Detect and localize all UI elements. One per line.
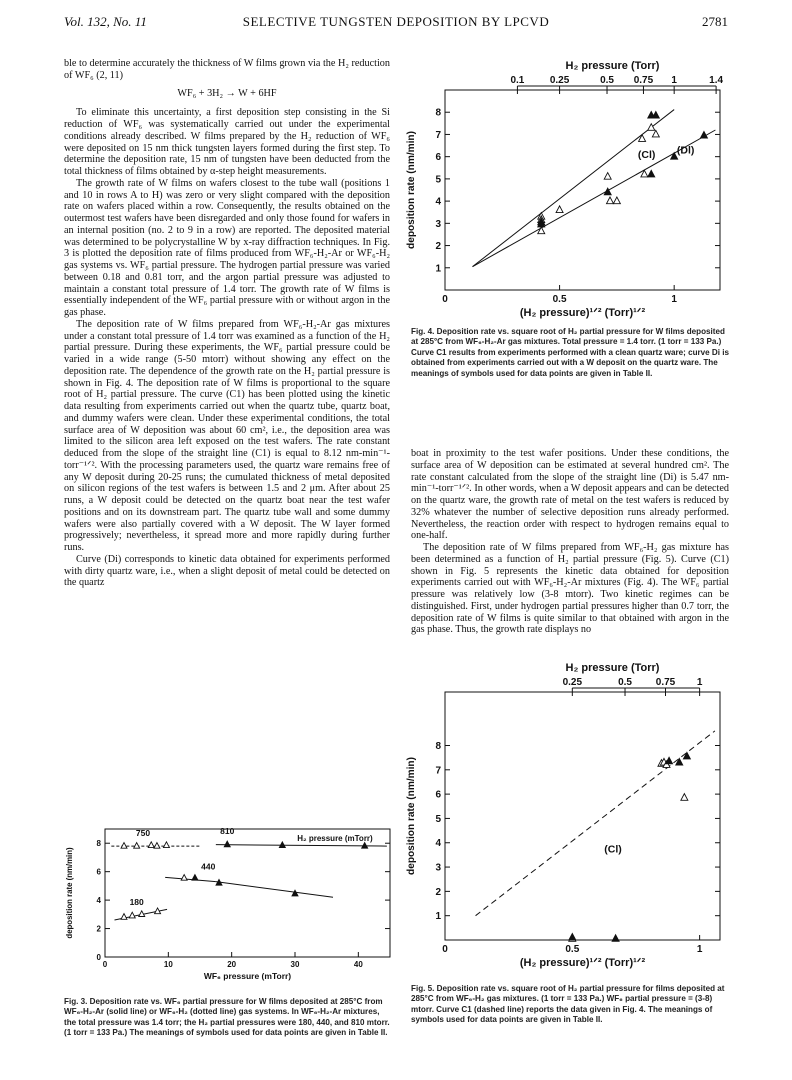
y-tick-label: 4 [96,895,101,905]
y-axis-title: deposition rate (nm/min) [406,757,417,875]
series-label: (Cl) [604,843,622,856]
top-tick-label: 0.5 [618,677,632,688]
top-tick-label: 1 [696,677,703,688]
top-tick-label: 1.4 [709,75,724,86]
y-tick-label: 4 [435,838,441,850]
running-title: SELECTIVE TUNGSTEN DEPOSITION BY LPCVD [242,14,550,29]
y-tick-label: 2 [96,924,101,934]
y-tick-label: 8 [96,839,101,849]
x-tick-label: 20 [227,960,237,969]
series-label: 750 [135,828,151,839]
data-point-filled-triangle [279,842,285,848]
figure-3-chart [60,815,400,990]
series-label: (Dl) [676,144,695,157]
x-tick-label: 1 [696,944,703,955]
top-axis-title: H₂ pressure (mTorr) [297,834,373,843]
y-tick-label: 6 [435,789,441,801]
y-tick-label: 2 [435,886,441,898]
x-axis-title: (H₂ pressure)¹ᐟ² (Torr)¹ᐟ² [519,957,646,969]
top-axis-title: H₂ pressure (Torr) [565,662,660,674]
top-tick-label: 0.1 [510,75,525,86]
y-axis-title: deposition rate (nm/min) [65,847,74,939]
series-label: 180 [129,897,144,908]
top-axis-title: H₂ pressure (Torr) [565,60,660,72]
y-tick-label: 6 [435,152,441,164]
x-tick-label: 10 [163,960,173,969]
data-point-open-triangle [681,794,688,801]
data-point-filled-triangle [612,935,619,942]
paragraph: The growth rate of W films on wafers closest to the tube wall (positions 1 and 10 in rows A to H) was zero or very slight compared with the deposition rate on wafers placed within a row. Consequently, the results obtained on the outermost test wafers have been disregarded and only those found for wafers in an internal position (no. 2 to 9 in a row) are reported. The deposited material was determined to be polycrystalline W by x-ray diffraction techniques. In Fig. 3 is plotted the deposition rate of films produced from WF₆-H₂-Ar or WF₆-H₂ gas systems vs. WF₆ partial pressure. The hydrogen partial pressure was varied between 0.18 and 0.81 torr, and the argon partial pressure was adjusted to maintain a constant total pressure of 1.4 torr. The growth rate of W films is essentially independent of the WF₆ partial pressure with or without argon in the gas phase. [64,177,390,318]
paragraph: To eliminate this uncertainty, a first deposition step consisting in the Si reduction of WF₆ was systematically carried out under the experimental conditions already described. W films prepared by the H₂ reduction of WF₆ were deposited on 15 nm thick tungsten layers formed during the first step. To determine the deposition rate, 15 nm of tungsten have been deducted from the total thickness of films obtained by α-step height measurements. [64,107,390,177]
data-point-open-triangle [604,173,611,180]
data-point-open-triangle [129,912,135,918]
top-tick-label: 0.25 [562,677,583,688]
paragraph: boat in proximity to the test wafer positions. Under these conditions, the surface area of W deposition can be estimated at several hundred cm². The rate constant calculated from the slope of the straight line (Di) is 5.47 nm-min⁻¹-torr⁻¹ᐟ². In other words, when a W deposit appears and can be detected on the quartz ware, the growth rate of metal on the test wafers is reduced by 32% whatever the number of selective deposition runs already performed. Nevertheless, the reaction order with respect to hydrogen remains equal to one-half. [411,448,729,542]
x-tick-label: 40 [353,960,363,969]
data-point-open-triangle [538,227,545,234]
figure-3-caption: Fig. 3. Deposition rate vs. WF₆ partial pressure for W films deposited at 285°C from WF₆-H₂-Ar (solid line) or WF₆-H₂ (dotted line) gas systems. In WF₆-H₂-Ar mixtures, the total pressure was 1.4 torr; the H₂ partial pressures were 180, 440, and 810 mtorr. (1 torr = 133 Pa.) The meanings of symbols used for data points are given in Table II. [64,997,390,1038]
top-tick-label: 1 [671,75,677,86]
data-point-filled-triangle [224,841,230,847]
plot-frame [445,90,720,290]
paragraph: The deposition rate of W films prepared from WF₆-H₂-Ar gas mixtures under a constant total pressure of 1.4 torr was examined as a function of the H₂ partial pressure. During these experiments, the WF₆ partial pressure could be varied in a wide range (5-50 mtorr) without showing any effect on the deposition rate. The dependence of the growth rate on the H₂ partial pressure is shown in Fig. 4. The deposition rate of W films is proportional to the square root of H₂ partial pressure. The curve (C1) has been plotted using the kinetic data resulting from experiments carried out when the quartz tube, quartz boat, and dummy wafers were clean. Under these experimental conditions, the total surface area of W deposition was about 60 cm², i.e., the deposition area was limited to the silicon area left exposed on the test wafers. The rate constant deduced from the slope of the straight line (C1) is equal to 8.12 nm-min⁻¹-torr⁻¹ᐟ². With the processing parameters used, the quartz ware remains free of any W deposit during 20-25 runs; the cumulated thickness of metal deposited on silicon regions of the test wafers is between 1.5 and 2 μm. After about 25 runs, a W deposit could be detected on the quartz boat near the test wafer positions and on its downstream part. The quartz tube wall and some dummy wafers were also partially covered with a W deposit. The W layer formed progressively; nevertheless, it spread more and more rapidly during further runs. [64,318,390,553]
y-tick-label: 1 [435,911,441,923]
y-tick-label: 4 [435,196,441,208]
y-axis-title: deposition rate (nm/min) [406,131,417,249]
data-point-filled-triangle [648,170,655,177]
data-point-open-triangle [121,843,127,849]
paragraph: ble to determine accurately the thickness of W films grown via the H₂ reduction of WF₆ (2, 11) [64,58,390,81]
plot-frame [445,692,720,940]
top-tick-label: 0.5 [600,75,614,86]
data-point-open-triangle [556,206,563,213]
left-column [64,58,390,589]
paragraph: The deposition rate of W films prepared from WF₆-H₂ gas mixture has been determined as a function of H₂ partial pressure (Fig. 5). Curve (C1) shown in Fig. 5 represents the kinetic data obtained for deposition experiments carried out with WF₆-H₂-Ar mixtures (Fig. 4). The WF₆ partial pressure was relatively low (3-8 mtorr). Two kinetic regimes can be distinguished. First, under hydrogen partial pressures higher than 0.7 torr, the deposition rate of W films is quite similar to that obtained with argon in the gas phase. Thus, the growth rate displays no [411,542,729,636]
top-tick-label: 0.75 [655,677,676,688]
data-point-open-triangle [607,197,614,204]
reaction-equation: WF₆ + 3H₂ → W + 6HF [177,87,277,99]
series-label: (Cl) [637,148,656,161]
data-point-open-triangle [181,875,187,881]
data-point-open-triangle [652,130,659,137]
y-tick-label: 3 [435,862,441,874]
data-point-open-triangle [134,843,140,849]
data-point-open-triangle [648,124,655,131]
data-point-filled-triangle [569,933,576,940]
x-tick-label: 1 [671,294,677,305]
series-line [216,882,333,898]
top-tick-label: 0.75 [633,75,654,86]
y-tick-label: 8 [435,107,441,119]
series-label: 440 [201,861,216,872]
y-tick-label: 1 [435,263,441,275]
x-tick-label: 0 [442,294,448,305]
right-column [411,448,729,636]
series-label: 810 [220,825,235,836]
x-tick-label: 0.5 [565,944,580,955]
top-tick-label: 0.25 [549,75,570,86]
series-line [165,877,216,881]
y-tick-label: 0 [96,952,101,962]
figure-5-chart [400,658,735,978]
y-tick-label: 2 [435,241,441,253]
series-line [216,845,387,846]
page-number: 2781 [702,14,728,29]
figure-5-caption: Fig. 5. Deposition rate vs. square root of H₂ partial pressure for films deposited at 285°C from WF₆-H₂ gas mixtures. (1 torr = 133 Pa.) WF₆ partial pressure = (3-8) mtorr. Curve C1 (dashed line) reports the data given in Fig. 4. The meanings of symbols used for data points are given in Table II. [411,984,725,1025]
y-tick-label: 3 [435,218,441,230]
data-point-open-triangle [154,843,160,849]
y-tick-label: 8 [435,740,441,752]
data-point-open-triangle [148,842,154,848]
figure-4-chart [400,58,735,326]
plot-frame [105,829,390,957]
y-tick-label: 6 [96,867,101,877]
data-point-open-triangle [163,842,169,848]
x-tick-label: 30 [290,960,300,969]
data-point-filled-triangle [683,752,690,759]
data-point-filled-triangle [676,758,683,765]
x-tick-label: 0.5 [552,294,567,305]
data-point-open-triangle [613,197,620,204]
data-point-filled-triangle [192,875,198,881]
data-point-filled-triangle [292,890,298,896]
data-point-open-triangle [121,914,127,920]
series-line [473,110,675,267]
x-axis-title: WF₆ pressure (mTorr) [203,971,292,981]
figure-4-caption: Fig. 4. Deposition rate vs. square root of H₂ partial pressure for W films deposited at 285°C from WF₆-H₂-Ar gas mixtures. Total pressure = 1.4 torr. (1 torr = 133 Pa.) Curve C1 results from experiments performed with a clean quartz ware; curve Di is obtained from experiments carried out with a W deposit on the quartz ware. The meanings of symbols used for data points are given in Table II. [411,327,730,378]
running-header [64,14,728,34]
y-tick-label: 7 [435,129,441,141]
data-point-open-triangle [639,135,646,142]
paragraph: Curve (Di) corresponds to kinetic data obtained for experiments performed with dirty quartz ware, i.e., when a slight deposit of metal could be detected on the quartz [64,553,390,589]
x-tick-label: 0 [102,960,108,969]
x-tick-label: 0 [442,944,448,955]
x-axis-title: (H₂ pressure)¹ᐟ² (Torr)¹ᐟ² [519,307,646,319]
y-tick-label: 5 [435,813,441,825]
y-tick-label: 5 [435,174,441,186]
journal-volume: Vol. 132, No. 11 [64,14,147,29]
y-tick-label: 7 [435,765,441,777]
